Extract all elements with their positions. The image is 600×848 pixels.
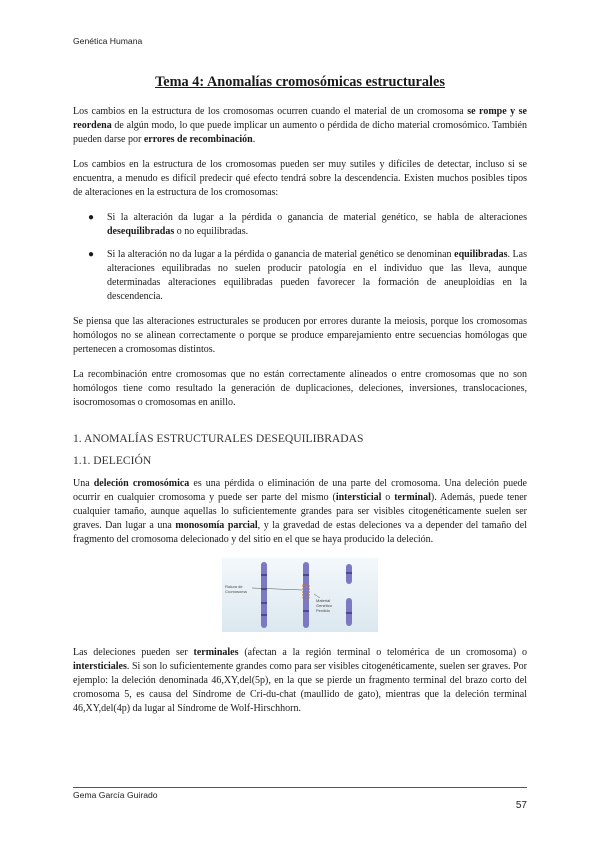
page-title: Tema 4: Anomalías cromosómicas estructurales	[155, 74, 445, 90]
deletion-paragraph-2	[73, 646, 527, 716]
bold-term: desequilibradas	[107, 226, 175, 237]
text-run: La recombinación entre cromosomas que no están correctamente alineados o entre cromosomas que no son homólogos tiene como resultado la generación de duplicaciones, deleciones, inversiones, translocaciones, isocromosomas o cromosomas en anillo.	[73, 369, 527, 408]
label-break-line-2: Cromosoma	[225, 589, 247, 594]
running-header: Genética Humana	[73, 36, 143, 46]
recombination-paragraph	[73, 368, 527, 410]
bold-term: equilibradas	[454, 249, 508, 260]
label-lost-material-line-2: Genético	[316, 603, 333, 608]
figure-background	[222, 558, 378, 632]
text-run: Si la alteración da lugar a la pérdida o ganancia de material genético, se habla de alteraciones	[107, 212, 527, 223]
bold-term: monosomía parcial	[175, 520, 258, 531]
label-lost-material: Material	[316, 598, 331, 603]
text-run: Se piensa que las alteraciones estructurales se producen por errores durante la meiosis, porque los cromosomas homólogos no se alinean correctamente o porque se produce emparejamiento entre secuencias homólogas que pertenecen a cromosomas distintos.	[73, 316, 527, 355]
meiosis-paragraph	[73, 315, 527, 357]
footer-author: Gema García Guirado	[73, 790, 158, 800]
text-run: Una	[73, 478, 94, 489]
text-run: o no equilibradas.	[174, 226, 249, 237]
text-run: Si la alteración no da lugar a la pérdida o ganancia de material genético se denominan	[107, 249, 455, 260]
text-run: o	[381, 492, 395, 503]
list-item-text	[107, 249, 527, 302]
page-content	[73, 74, 527, 727]
deletion-figure	[222, 558, 378, 632]
label-lost-material-line-3: Perdido	[316, 608, 330, 613]
deletion-paragraph-1	[73, 477, 527, 547]
bold-term: terminal	[394, 492, 431, 503]
bold-term: intersticial	[335, 492, 382, 503]
bold-term: errores de recombinación	[143, 134, 253, 145]
footer-divider	[73, 787, 527, 788]
bold-term: terminales	[193, 647, 239, 658]
chromosome-deletion-illustration	[222, 558, 378, 632]
subsection-heading: 1.1. DELECIÓN	[73, 454, 152, 467]
text-run: (afectan a la región terminal o telomérica de un cromosoma) o	[238, 647, 527, 658]
text-run: . Las alteraciones equilibradas no suelen producir patología en el individuo que las lleva, aunque determinadas alteraciones equilibradas pueden favorecer la formación de aneuploidías en la descendencia.	[107, 249, 527, 302]
list-item-unbalanced	[73, 211, 527, 239]
chromosome-intact	[261, 562, 267, 628]
chromosome-breaking	[303, 562, 309, 628]
section-heading: 1. ANOMALÍAS ESTRUCTURALES DESEQUILIBRADAS	[73, 432, 364, 445]
bold-term: intersticiales	[73, 661, 127, 672]
text-run: Los cambios en la estructura de los cromosomas ocurren cuando el material de un cromosoma	[73, 106, 468, 117]
text-run: . Si son lo suficientemente grandes como para ser visibles citogenéticamente, suelen ser graves. Por ejemplo: la deleción denominada 46,XY,del(5p), en la que se pierde un fragmento terminal del brazo corto del cromosoma 5, es causa del Síndrome de Cri-du-chat (maullido de gato), mientras que la deleción terminal 46,XY,del(4p) da lugar al Síndrome de Wolf-Hirschhorn.	[73, 661, 527, 714]
text-run: ). Además, puede tener cualquier tamaño, aunque aquellas lo suficientemente grandes para ser visibles citogenéticamente suelen ser graves. Dan lugar a una	[73, 492, 527, 531]
alteration-types-list	[73, 211, 527, 304]
bold-term: deleción cromosómica	[93, 478, 190, 489]
page-number: 57	[515, 800, 527, 811]
bullet-icon: ●	[88, 212, 95, 223]
bold-term: se rompe y se reordena	[73, 106, 528, 131]
text-run: es una pérdida o eliminación de una parte del cromosoma. Una deleción puede ocurrir en cualquier cromosoma y puede ser parte del mismo (	[73, 478, 527, 503]
label-break: Rotura de	[225, 584, 243, 589]
text-run: .	[252, 134, 256, 145]
text-run: de algún modo, lo que puede implicar un aumento o pérdida de dicho material cromosómico. También pueden darse por	[73, 120, 527, 145]
intro-paragraph-2	[73, 158, 527, 200]
bullet-icon: ●	[88, 249, 95, 260]
text-run: , y la gravedad de estas deleciones va a depender del tamaño del fragmento del cromosoma delecionado y del sitio en el que se haya producido la deleción.	[73, 520, 527, 545]
text-run: Los cambios en la estructura de los cromosomas pueden ser muy sutiles y difíciles de detectar, incluso si se encuentra, a menudo es difícil predecir qué efecto tendrá sobre la descendencia. Existen muchos posibles tipos de alteraciones en la estructura de los cromosomas:	[73, 159, 527, 198]
intro-paragraph-1	[73, 105, 527, 147]
text-run: Las deleciones pueden ser	[73, 647, 194, 658]
list-item-balanced	[73, 248, 527, 304]
list-item-text	[107, 212, 527, 237]
